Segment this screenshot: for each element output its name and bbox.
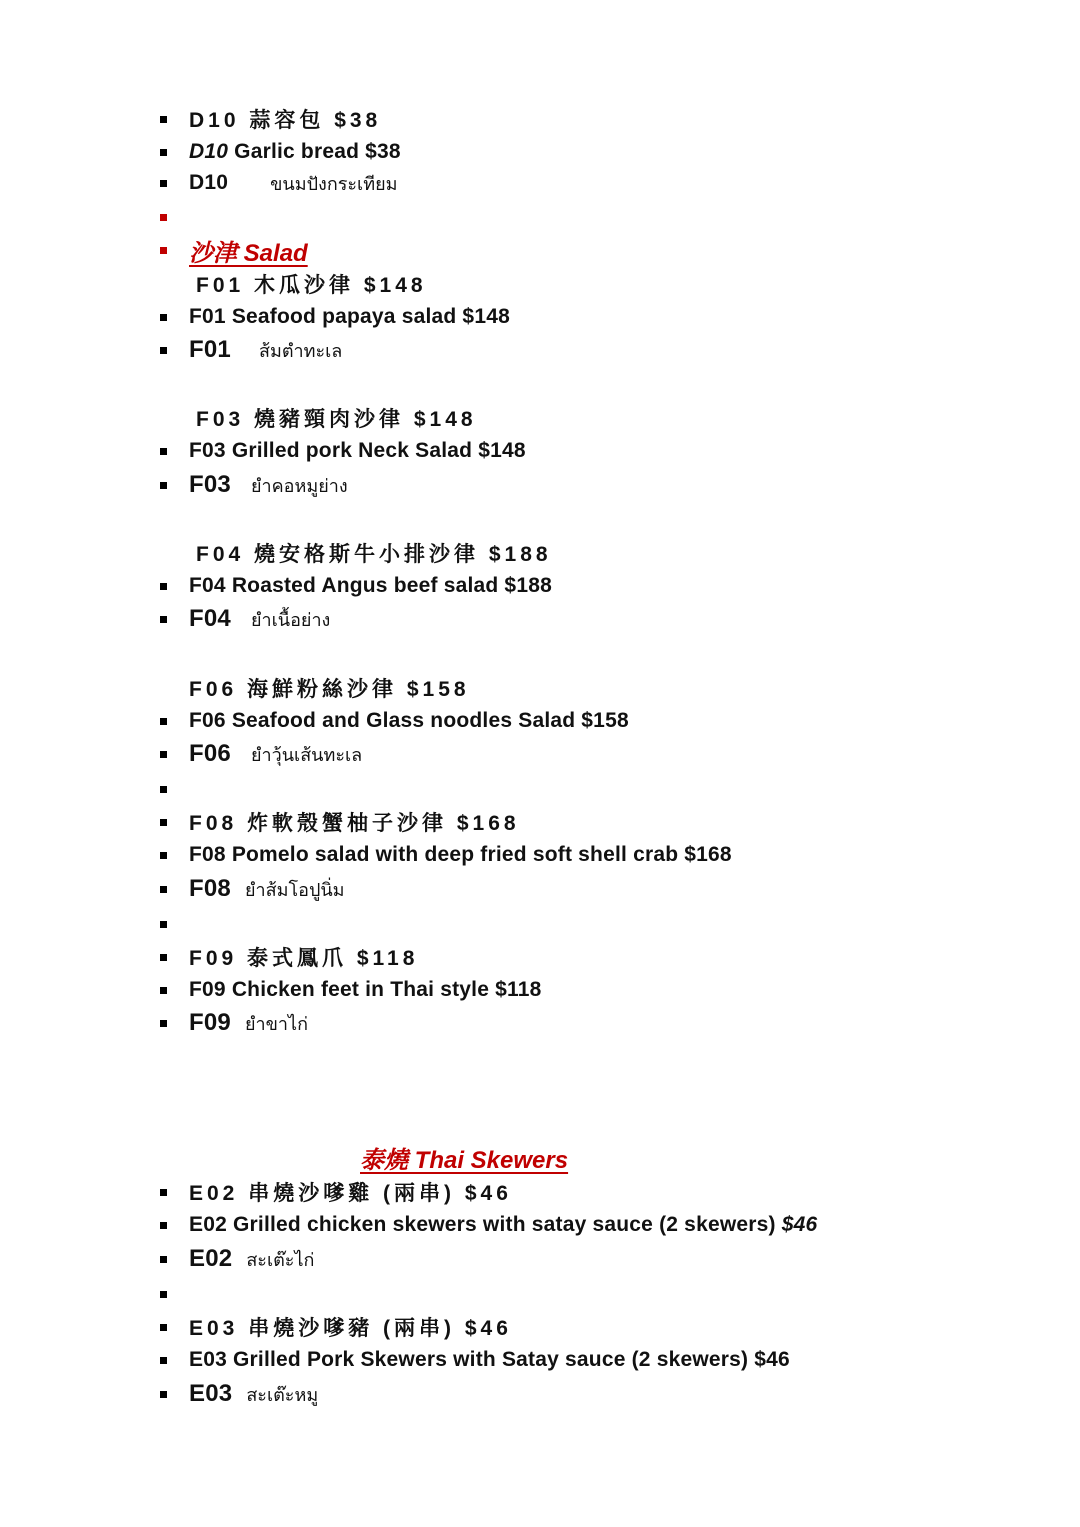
square-bullet-icon	[160, 116, 167, 123]
square-bullet-icon	[160, 1357, 167, 1364]
section-heading-row	[360, 1142, 568, 1172]
item-code: F08	[189, 875, 231, 902]
item-code: F09	[189, 1009, 231, 1036]
item-e02-th: สะเต๊ะไก่	[246, 1249, 315, 1270]
item-f01-th: ส้มตำทะเล	[258, 340, 343, 361]
list-item	[160, 1312, 512, 1342]
item-f06-en: F06 Seafood and Glass noodles Salad $158	[189, 709, 629, 732]
item-d10-zh: D10 蒜容包 $38	[189, 109, 382, 132]
item-code: F04	[189, 605, 231, 632]
list-item	[160, 571, 552, 601]
item-f09-zh: F09 泰式鳳爪 $118	[189, 947, 419, 970]
list-item	[160, 335, 342, 365]
item-f01-zh: F01 木瓜沙律 $148	[196, 274, 427, 297]
item-f04-zh: F04 燒安格斯牛小排沙律 $188	[196, 543, 552, 566]
item-e02-zh: E02 串燒沙嗲雞 (兩串) $46	[189, 1182, 512, 1205]
square-bullet-icon	[160, 482, 167, 489]
list-item	[160, 706, 629, 736]
square-bullet-icon	[160, 987, 167, 994]
item-f01-en: F01 Seafood papaya salad $148	[189, 305, 510, 328]
square-bullet-icon	[160, 1291, 167, 1298]
square-bullet-icon	[160, 819, 167, 826]
item-f09-th: ยำขาไก่	[244, 1013, 308, 1034]
square-bullet-icon	[160, 616, 167, 623]
list-item	[160, 1379, 318, 1409]
square-bullet-icon	[160, 214, 167, 221]
item-f04-th: ยำเนื้อย่าง	[250, 609, 331, 630]
square-bullet-icon	[160, 954, 167, 961]
list-item	[160, 975, 542, 1005]
list-item	[160, 137, 401, 167]
item-d10-th: ขนมปังกระเทียม	[270, 173, 398, 194]
item-e02-en	[189, 1213, 817, 1237]
list-item	[196, 538, 552, 568]
list-item	[160, 1210, 817, 1240]
item-f08-th: ยำส้มโอปูนิ่ม	[244, 879, 345, 900]
item-f04-en: F04 Roasted Angus beef salad $188	[189, 574, 552, 597]
square-bullet-icon	[160, 347, 167, 354]
section-heading-salad: 沙津 Salad	[189, 239, 308, 267]
list-item	[160, 235, 308, 265]
list-item	[160, 104, 381, 134]
square-bullet-icon	[160, 1391, 167, 1398]
list-item	[160, 1345, 790, 1375]
list-item	[160, 302, 510, 332]
square-bullet-icon	[160, 1256, 167, 1263]
square-bullet-icon	[160, 718, 167, 725]
item-code: E02	[189, 1245, 233, 1272]
item-e02-en-main: E02 Grilled chicken skewers with satay sauce (2 skewers)	[189, 1213, 782, 1236]
square-bullet-icon	[160, 583, 167, 590]
square-bullet-icon	[160, 247, 167, 254]
item-code: F03	[189, 471, 231, 498]
list-item	[160, 436, 526, 466]
item-code: D10	[189, 171, 229, 194]
list-item	[160, 202, 189, 232]
square-bullet-icon	[160, 448, 167, 455]
item-f03-en: F03 Grilled pork Neck Salad $148	[189, 439, 526, 462]
list-item	[160, 909, 189, 939]
item-e03-zh: E03 串燒沙嗲豬 (兩串) $46	[189, 1317, 512, 1340]
list-item	[196, 403, 477, 433]
item-d10-en	[189, 140, 401, 164]
item-e03-en: E03 Grilled Pork Skewers with Satay sauce (2 skewers) $46	[189, 1348, 790, 1371]
square-bullet-icon	[160, 751, 167, 758]
square-bullet-icon	[160, 786, 167, 793]
square-bullet-icon	[160, 149, 167, 156]
list-item	[160, 807, 520, 837]
square-bullet-icon	[160, 1222, 167, 1229]
square-bullet-icon	[160, 1020, 167, 1027]
square-bullet-icon	[160, 1324, 167, 1331]
list-item	[160, 604, 330, 634]
list-item	[160, 1279, 189, 1309]
square-bullet-icon	[160, 921, 167, 928]
square-bullet-icon	[160, 314, 167, 321]
item-e02-en-price: $46	[781, 1213, 818, 1236]
list-item	[160, 942, 418, 972]
item-f03-zh: F03 燒豬頸肉沙律 $148	[196, 408, 477, 431]
item-f06-zh: F06 海鮮粉絲沙律 $158	[189, 678, 470, 701]
list-item	[196, 269, 427, 299]
section-heading-skewers: 泰燒 Thai Skewers	[360, 1146, 569, 1174]
item-code: F01	[189, 336, 231, 363]
item-f08-en: F08 Pomelo salad with deep fried soft shell crab $168	[189, 843, 732, 866]
list-item	[160, 1244, 314, 1274]
item-d10-en-rest: Garlic bread $38	[228, 140, 401, 163]
item-d10-en-code: D10	[189, 140, 229, 163]
list-item	[160, 1177, 512, 1207]
list-item	[160, 470, 348, 500]
square-bullet-icon	[160, 1189, 167, 1196]
item-f06-th: ยำวุ้นเส้นทะเล	[250, 744, 363, 765]
item-f09-en: F09 Chicken feet in Thai style $118	[189, 978, 542, 1001]
item-e03-th: สะเต๊ะหมู	[246, 1384, 319, 1405]
list-item	[160, 874, 345, 904]
item-f03-th: ยำคอหมูย่าง	[250, 475, 348, 496]
item-code: E03	[189, 1380, 233, 1407]
list-item	[160, 739, 362, 769]
square-bullet-icon	[160, 886, 167, 893]
list-item	[160, 774, 189, 804]
list-item	[189, 673, 470, 703]
list-item	[160, 840, 732, 870]
list-item	[160, 168, 397, 198]
list-item	[160, 1008, 308, 1038]
square-bullet-icon	[160, 852, 167, 859]
item-f08-zh: F08 炸軟殼蟹柚子沙律 $168	[189, 812, 520, 835]
square-bullet-icon	[160, 180, 167, 187]
item-code: F06	[189, 740, 231, 767]
